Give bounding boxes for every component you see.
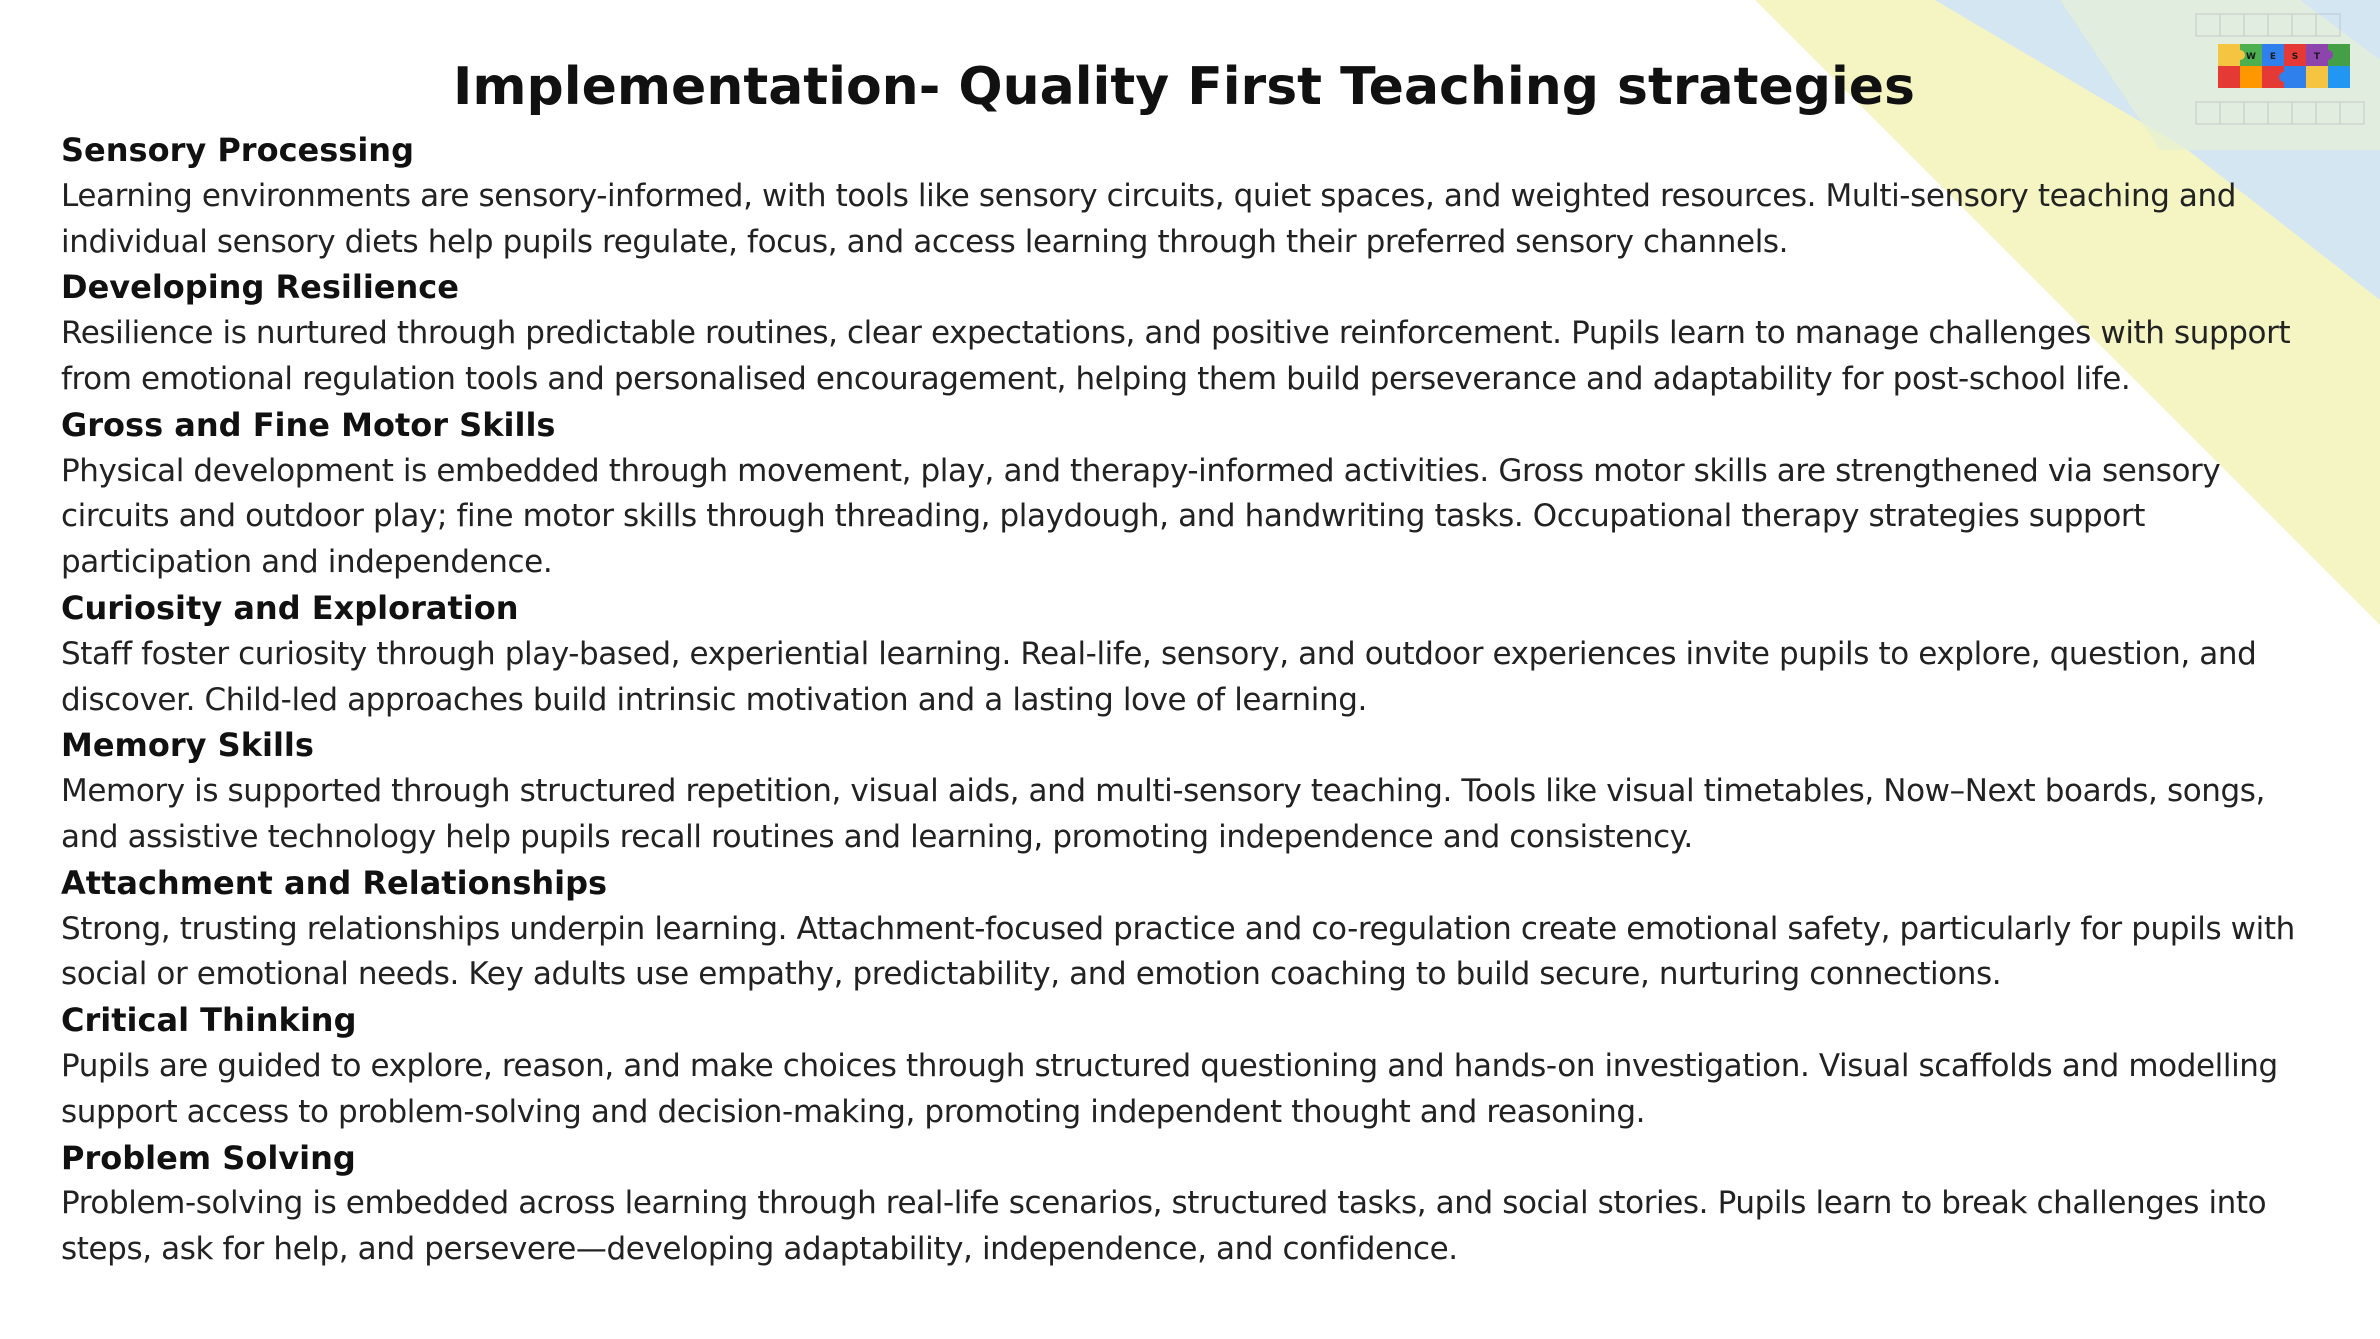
section-heading: Critical Thinking [61,1001,357,1040]
section-memory-skills [61,723,2331,860]
section-heading: Developing Resilience [61,268,459,307]
logo-letter: E [2269,52,2277,62]
section-problem-solving [61,1136,2331,1273]
section-body: Memory is supported through structured repetition, visual aids, and multi-sensory teaching. Tools like visual timetables, Now–Next boards, songs, and assistive technology help pupils recall routines and learning, promoting independence and consistency. [61,773,2265,855]
section-heading: Attachment and Relationships [61,863,608,902]
section-body: Resilience is nurtured through predictable routines, clear expectations, and positive reinforcement. Pupils learn to manage challenges with support from emotional regulation tools and personalised encouragement, helping them build perseverance and adaptability for post-school life. [61,315,2291,397]
section-heading: Problem Solving [61,1138,356,1177]
section-heading: Memory Skills [61,726,314,765]
strategies-list [61,128,2331,1273]
section-body: Staff foster curiosity through play-based, experiential learning. Real-life, sensory, and outdoor experiences invite pupils to explore, question, and discover. Child-led approaches build intrinsic motivation and a lasting love of learning. [61,635,2257,718]
section-heading: Sensory Processing [61,131,414,169]
section-critical-thinking [61,998,2331,1135]
section-developing-resilience [61,265,2331,402]
section-motor-skills [61,403,2331,586]
page-title: Implementation- Quality First Teaching strategies [453,57,1915,117]
section-attachment-relationships [61,861,2331,998]
section-body: Pupils are guided to explore, reason, and make choices through structured questioning and hands-on investigation. Visual scaffolds and modelling support access to problem-solving and decision-making, promoting independent thought and reasoning. [61,1047,2278,1130]
section-body: Problem-solving is embedded across learning through real-life scenarios, structured tasks, and social stories. Pupils learn to break challenges into steps, ask for help, and persevere—developing adaptability, independence, and confidence. [61,1185,2267,1268]
logo-letter: S [2291,52,2299,62]
section-body: Strong, trusting relationships underpin learning. Attachment-focused practice and co-regulation create emotional safety, particularly for pupils with social or emotional needs. Key adults use empathy, predictability, and emotion coaching to build secure, nurturing connections. [61,910,2295,993]
section-sensory-processing [61,128,2331,265]
section-curiosity-exploration [61,586,2331,723]
section-body: Physical development is embedded through movement, play, and therapy-informed activities. Gross motor skills are strengthened via sensory circuits and outdoor play; fine motor skills through threading, playdough, and handwriting tasks. Occupational therapy strategies support participation and independence. [61,452,2221,581]
section-body: Learning environments are sensory-informed, with tools like sensory circuits, quiet spaces, and weighted resources. Multi-sensory teaching and individual sensory diets help pupils regulate, focus, and access learning through their preferred sensory channels. [61,177,2237,260]
section-heading: Gross and Fine Motor Skills [61,405,556,444]
logo-letter: T [2313,52,2321,62]
section-heading: Curiosity and Exploration [61,588,519,627]
logo-letter: W [2246,52,2256,62]
